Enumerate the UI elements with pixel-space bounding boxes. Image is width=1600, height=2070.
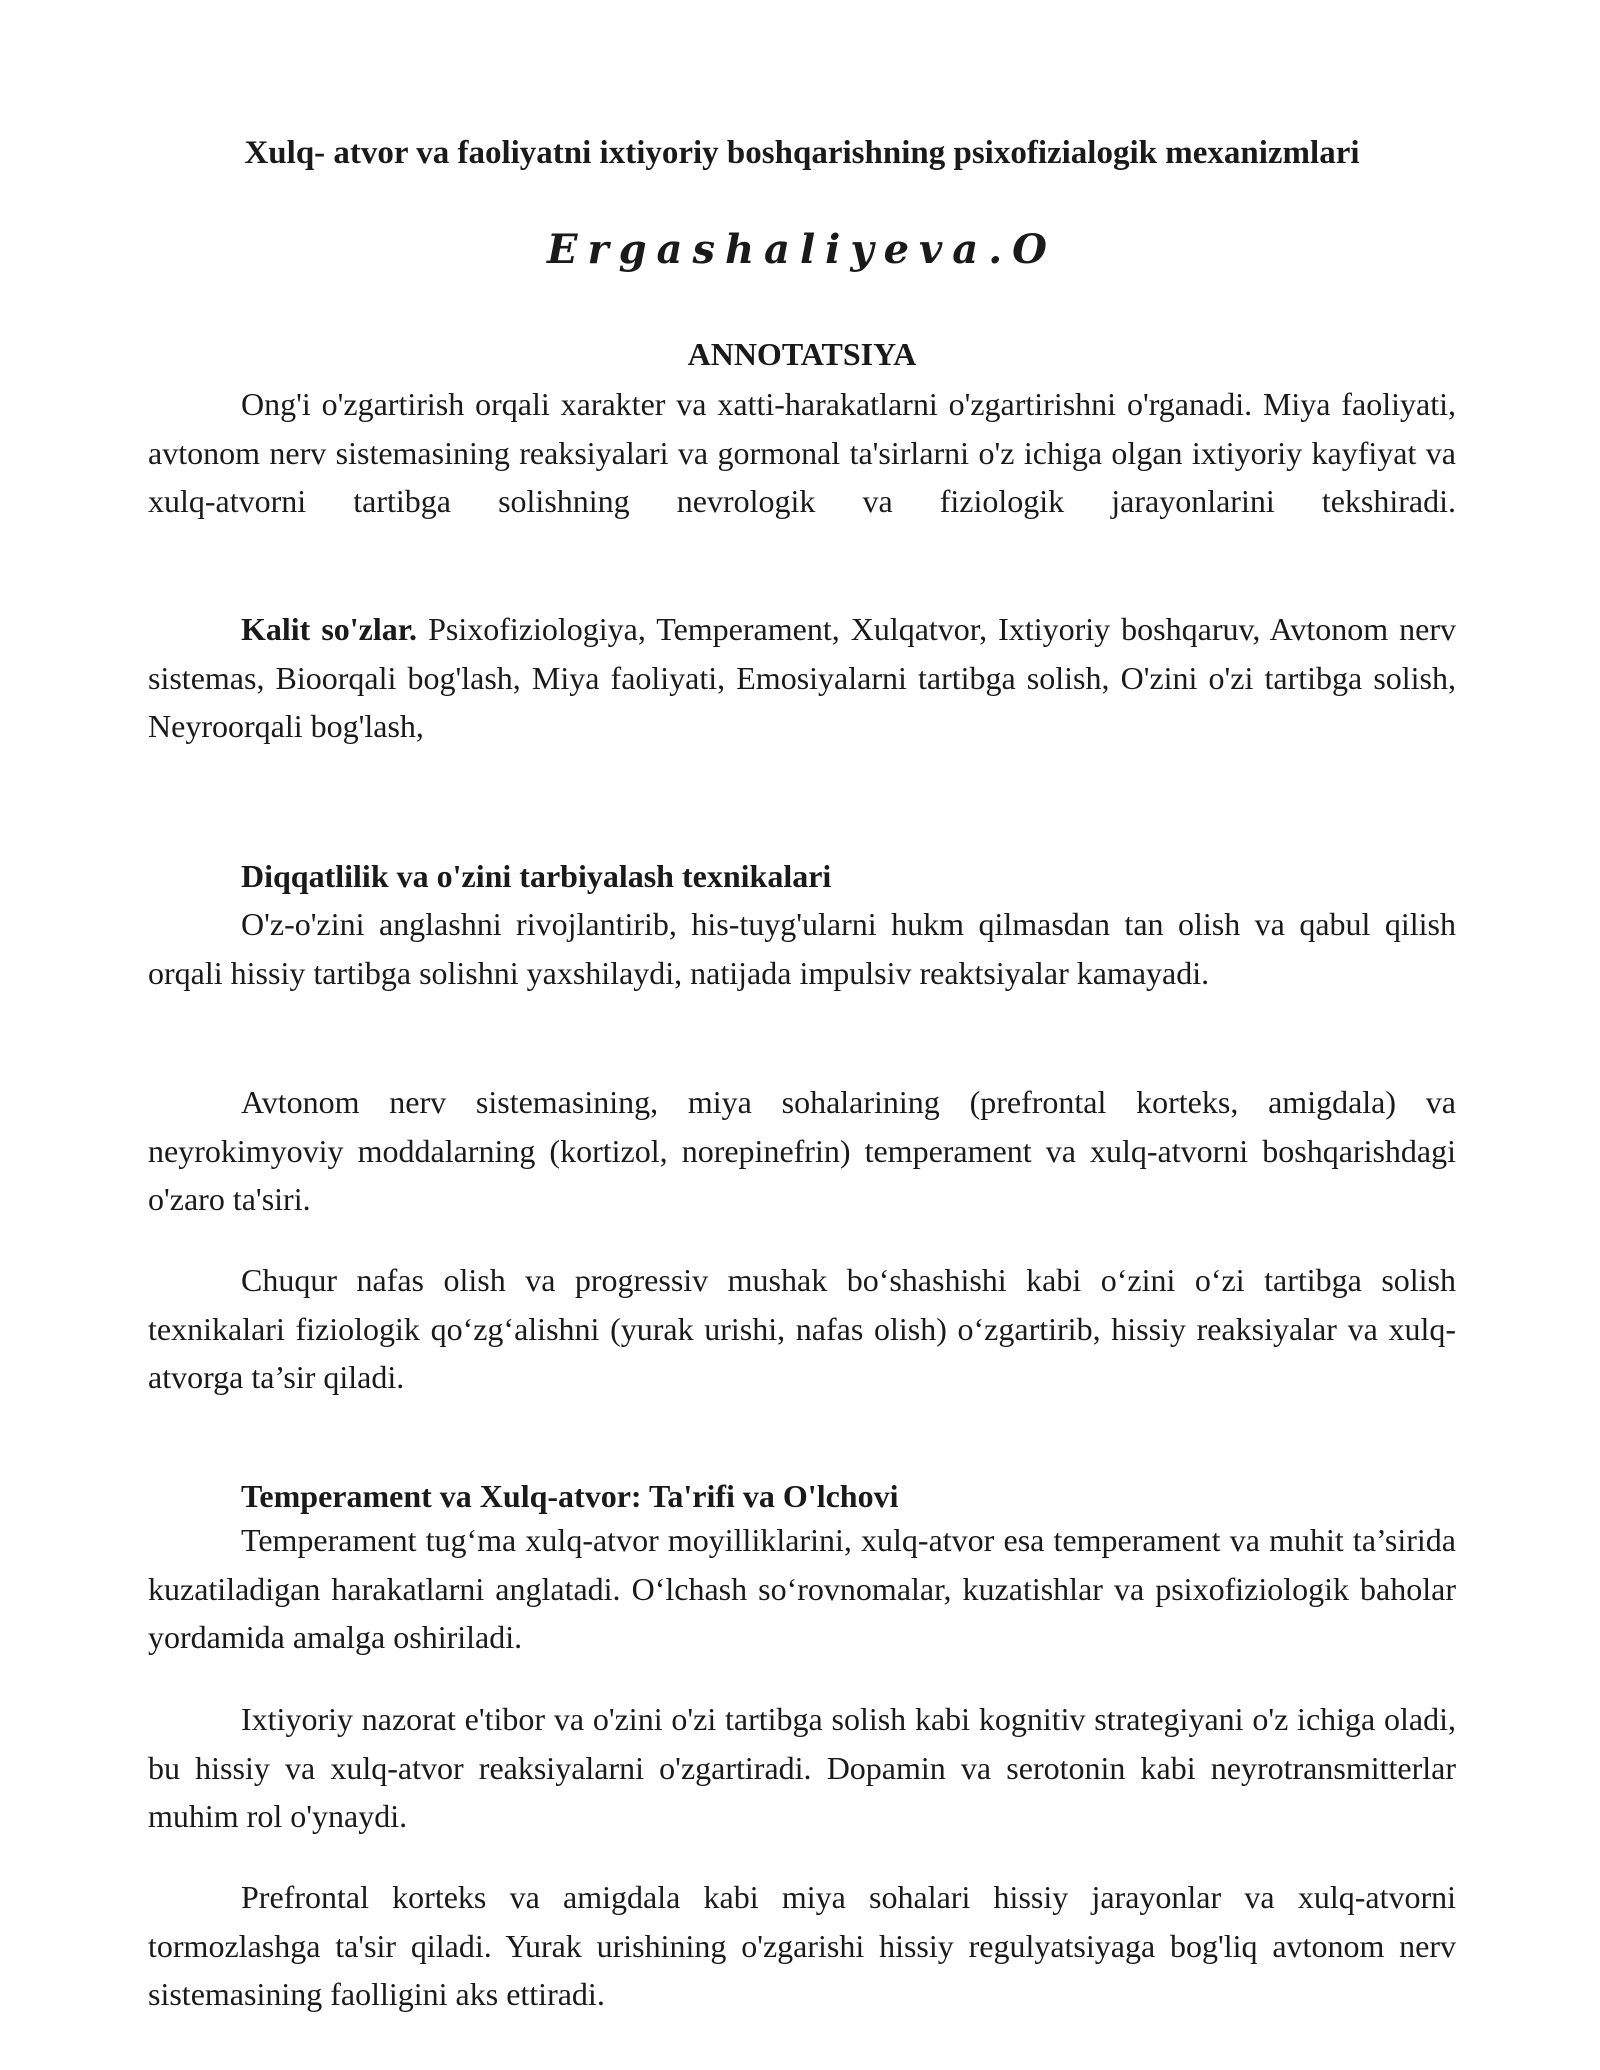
annotation-heading: ANNOTATSIYA <box>687 336 917 372</box>
document-title: Xulq- atvor va faoliyatni ixtiyoriy boshqarishning psixofizialogik mexanizmlari <box>244 135 1360 171</box>
section2-paragraph-3: Prefrontal korteks va amigdala kabi miya sohalari hissiy jarayonlar va xulq-atvorni tormozlashga ta'sir qiladi. Yurak urishining o'zgarishi hissiy regulyatsiyaga bog'liq avtonom nerv sistemasining faolligini aks ettiradi. <box>148 1879 1456 2012</box>
keywords-paragraph <box>148 605 1456 751</box>
section-heading-mindfulness: Diqqatlilik va o'zini tarbiyalash texnikalari <box>241 858 832 894</box>
section1-paragraph-1: O'z-o'zini anglashni rivojlantirib, his-tuyg'ularni hukm qilmasdan tan olish va qabul qilish orqali hissiy tartibga solishni yaxshilaydi, natijada impulsiv reaktsiyalar kamayadi. <box>148 906 1456 991</box>
section1-paragraph-3: Chuqur nafas olish va progressiv mushak bo‘shashishi kabi o‘zini o‘zi tartibga solish texnikalari fiziologik qo‘zg‘alishni (yurak urishi, nafas olish) o‘zgartirib, hissiy reaksiyalar va xulq-atvorga ta’sir qiladi. <box>148 1262 1456 1395</box>
author-name: Ergashaliyeva.O <box>547 226 1057 273</box>
keywords-label: Kalit so'zlar. <box>241 611 418 647</box>
section2-paragraph-1: Temperament tug‘ma xulq-atvor moyilliklarini, xulq-atvor esa temperament va muhit ta’sirida kuzatiladigan harakatlarni anglatadi. O‘lchash so‘rovnomalar, kuzatishlar va psixofiziologik baholar yordamida amalga oshiriladi. <box>148 1522 1456 1655</box>
keywords-text: Psixofiziologiya, Temperament, Xulqatvor, Ixtiyoriy boshqaruv, Avtonom nerv sistemas, Bioorqali bog'lash, Miya faoliyati, Emosiyalarni tartibga solish, O'zini o'zi tartibga solish, Neyroorqali bog'lash, <box>148 611 1457 744</box>
annotation-paragraph: Ong'i o'zgartirish orqali xarakter va xatti-harakatlarni o'zgartirishni o'rganadi. Miya faoliyati, avtonom nerv sistemasining reaksiyalari va gormonal ta'sirlarni o'z ichiga olgan ixtiyoriy kayfiyat va xulq-atvorni tartibga solishning nevrologik va fiziologik jarayonlarini tekshiradi. <box>148 386 1456 519</box>
section1-paragraph-2: Avtonom nerv sistemasining, miya sohalarining (prefrontal korteks, amigdala) va neyrokimyoviy moddalarning (kortizol, norepinefrin) temperament va xulq-atvorni boshqarishdagi o'zaro ta'siri. <box>148 1084 1456 1217</box>
section2-paragraph-2: Ixtiyoriy nazorat e'tibor va o'zini o'zi tartibga solish kabi kognitiv strategiyani o'z ichiga oladi, bu hissiy va xulq-atvor reaksiyalarni o'zgartiradi. Dopamin va serotonin kabi neyrotransmitterlar muhim rol o'ynaydi. <box>148 1701 1456 1834</box>
section-heading-temperament: Temperament va Xulq-atvor: Ta'rifi va O'lchovi <box>241 1478 899 1514</box>
